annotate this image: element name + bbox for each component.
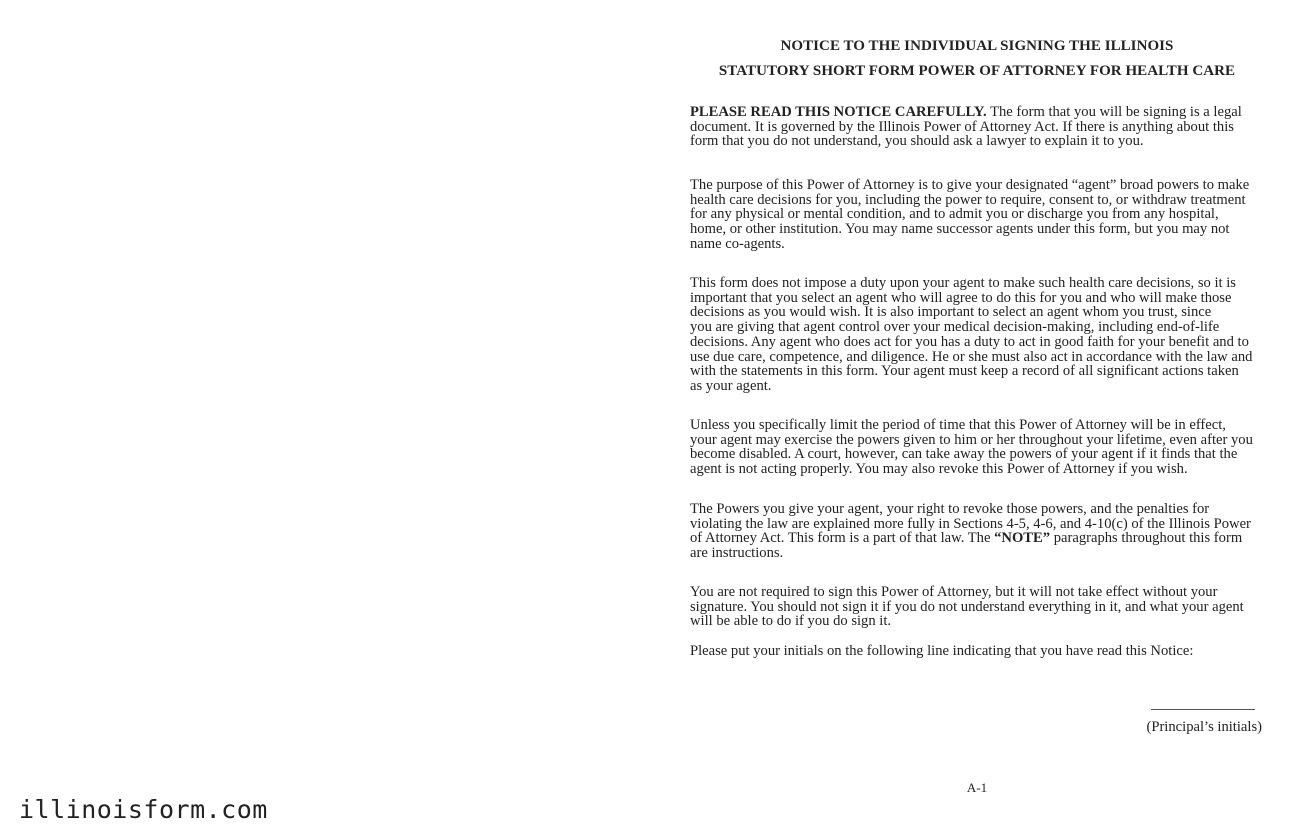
- paragraph-line: decisions. Any agent who does act for you has a duty to act in good faith for your benefit and to: [690, 333, 1249, 350]
- duration-paragraph: [690, 418, 1264, 477]
- signing-paragraph: [690, 585, 1264, 629]
- document-page: [690, 0, 1264, 839]
- paragraph-line: you are giving that agent control over your medical decision-making, including end-of-life: [690, 319, 1220, 336]
- paragraph-line: are instructions.: [690, 545, 784, 562]
- paragraph-line: paragraphs throughout this form: [1050, 530, 1243, 547]
- paragraph-line: signature. You should not sign it if you do not understand everything in it, and what your agent: [690, 598, 1244, 615]
- notice-text: document. It is governed by the Illinois Power of Attorney Act. If there is anything about this: [690, 118, 1234, 135]
- paragraph-line: use due care, competence, and diligence. He or she must also act in accordance with the law and: [690, 348, 1253, 365]
- paragraph-line: home, or other institution. You may name successor agents under this form, but you may not: [690, 221, 1230, 238]
- initials-label: (Principal’s initials): [1146, 719, 1262, 735]
- watermark-text: illinoisform.com: [19, 795, 268, 824]
- notice-lead: PLEASE READ THIS NOTICE CAREFULLY.: [690, 104, 987, 120]
- purpose-paragraph: [690, 178, 1264, 252]
- initials-signature-line[interactable]: [1151, 709, 1255, 710]
- paragraph-line: as your agent.: [690, 377, 772, 394]
- paragraph-line: will be able to do if you do sign it.: [690, 613, 892, 630]
- paragraph-line: for any physical or mental condition, and to admit you or discharge you from any hospital,: [690, 206, 1219, 223]
- paragraph-line: of Attorney Act. This form is a part of that law. The: [690, 530, 995, 547]
- paragraph-line: name co-agents.: [690, 235, 785, 252]
- paragraph-line: violating the law are explained more fully in Sections 4-5, 4-6, and 4-10(c) of the Illinois Power: [690, 515, 1251, 532]
- notice-text: The form that you will be signing is a legal: [986, 104, 1242, 120]
- paragraph-line: You are not required to sign this Power of Attorney, but it will not take effect without your: [690, 584, 1218, 600]
- paragraph-line: The purpose of this Power of Attorney is to give your designated “agent” broad powers to make: [690, 177, 1250, 193]
- paragraph-line: The Powers you give your agent, your right to revoke those powers, and the penalties for: [690, 501, 1210, 517]
- paragraph-line: decisions as you would wish. It is also important to select an agent whom you trust, since: [690, 304, 1212, 321]
- paragraph-line: your agent may exercise the powers given to him or her throughout your lifetime, even after you: [690, 431, 1253, 448]
- paragraph-line: Unless you specifically limit the period of time that this Power of Attorney will be in effect,: [690, 417, 1226, 433]
- paragraph-line: agent is not acting properly. You may also revoke this Power of Attorney if you wish.: [690, 461, 1188, 478]
- paragraph-line: with the statements in this form. Your agent must keep a record of all significant actions taken: [690, 363, 1239, 380]
- notice-paragraph-1: [690, 105, 1264, 149]
- initials-instruction: Please put your initials on the following line indicating that you have read this Notice:: [690, 643, 1194, 659]
- page-number: A-1: [966, 780, 988, 795]
- notice-text: form that you do not understand, you should ask a lawyer to explain it to you.: [690, 133, 1144, 150]
- note-keyword: “NOTE”: [994, 530, 1051, 547]
- page-title-line-1: NOTICE TO THE INDIVIDUAL SIGNING THE ILLINOIS: [780, 38, 1174, 54]
- page-title-line-2: STATUTORY SHORT FORM POWER OF ATTORNEY FOR HEALTH CARE: [718, 63, 1236, 79]
- powers-paragraph: [690, 502, 1264, 561]
- paragraph-line: health care decisions for you, including the power to require, consent to, or withdraw treatment: [690, 191, 1246, 208]
- paragraph-line: important that you select an agent who will agree to do this for you and who will make those: [690, 289, 1232, 306]
- paragraph-line: This form does not impose a duty upon your agent to make such health care decisions, so it is: [690, 275, 1236, 291]
- paragraph-line: become disabled. A court, however, can take away the powers of your agent if it finds that the: [690, 446, 1238, 463]
- agent-duty-paragraph: [690, 276, 1264, 394]
